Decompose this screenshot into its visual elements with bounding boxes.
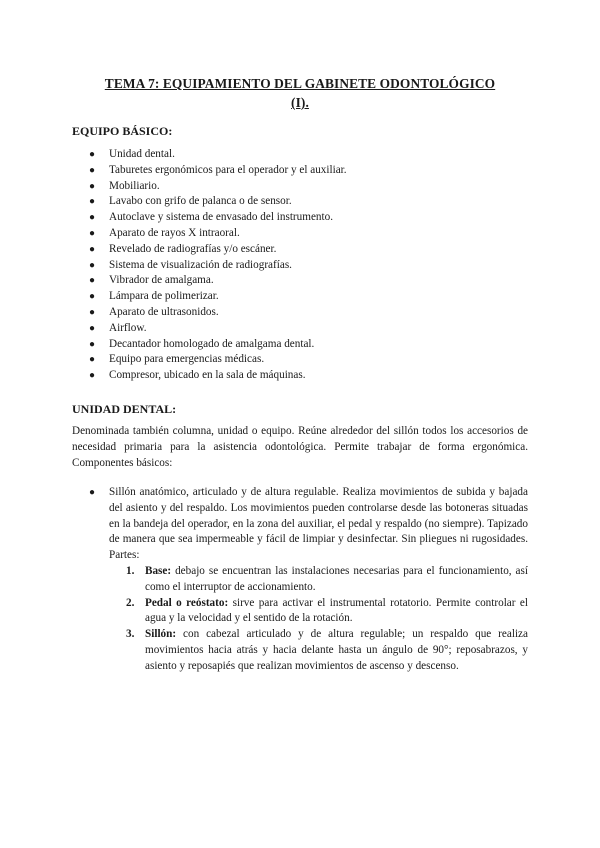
list-item: ● Aparato de ultrasonidos. — [72, 305, 528, 321]
bullet-icon: ● — [89, 180, 96, 192]
chair-text: Sillón anatómico, articulado y de altura regulable. Realiza movimientos de subida y bajada del asiento y del respaldo. Los movimientos pueden controlarse desde las botoneras situadas en la bandeja del operador, en la zona del auxiliar, el pedal y respaldo (no siempre). Tapizado de manera que sea impermeable y fácil de limpiar y desinfectar. Sin pliegues ni rugosidades. Partes: — [109, 486, 528, 562]
page-title — [72, 74, 528, 112]
bullet-icon: ● — [89, 227, 96, 239]
part-text: sirve para activar el instrumental rotatorio. Permite controlar el agua y la velocidad y el sentido de la rotación. — [145, 596, 528, 625]
part-number: 2. — [126, 596, 135, 609]
part-term: Sillón: — [145, 628, 177, 641]
part-text: debajo se encuentran las instalaciones necesarias para el funcionamiento, así como el interruptor de accionamiento. — [145, 565, 528, 593]
list-item — [126, 564, 528, 596]
list-item: ● Autoclave y sistema de envasado del instrumento. — [72, 210, 528, 226]
list-item — [126, 596, 528, 628]
dental-unit-intro: Denominada también columna, unidad o equipo. Reúne alrededor del sillón todos los accesorios de necesidad primaria para la asistencia odontológica. Permite trabajar de forma ergonómica. Componentes básicos: — [72, 425, 528, 469]
list-item: ● Sistema de visualización de radiografías. — [72, 258, 528, 274]
list-item: ● Decantador homologado de amalgama dental. — [72, 337, 528, 353]
basic-equipment-list — [72, 147, 528, 384]
list-item: ● Airflow. — [72, 321, 528, 337]
part-term: Pedal o reóstato: — [145, 596, 229, 609]
list-item: ● Taburetes ergonómicos para el operador y el auxiliar. — [72, 163, 528, 179]
section-heading-dental-unit: UNIDAD DENTAL: — [72, 402, 177, 416]
list-item: ● Aparato de rayos X intraoral. — [72, 226, 528, 242]
list-item: ● Compresor, ubicado en la sala de máquinas. — [72, 368, 528, 384]
bullet-icon: ● — [89, 322, 96, 334]
list-item: ● Equipo para emergencias médicas. — [72, 352, 528, 368]
chair-description — [89, 485, 528, 564]
list-item: ● Unidad dental. — [72, 147, 528, 163]
bullet-icon: ● — [89, 149, 96, 160]
list-item: ● Vibrador de amalgama. — [72, 273, 528, 289]
list-item: ● Lavabo con grifo de palanca o de sensor. — [72, 194, 528, 210]
part-term: Base: — [145, 565, 172, 577]
title-line-2: (I). — [291, 95, 309, 110]
list-item: ● Lámpara de polimerizar. — [72, 289, 528, 305]
bullet-icon: ● — [89, 275, 96, 287]
bullet-icon: ● — [89, 370, 96, 382]
bullet-icon: ● — [89, 243, 96, 255]
bullet-icon: ● — [89, 291, 96, 303]
list-item: ● Mobiliario. — [72, 179, 528, 195]
list-item — [126, 627, 528, 674]
title-line-1: TEMA 7: EQUIPAMIENTO DEL GABINETE ODONTOLÓGICO — [104, 76, 496, 91]
bullet-icon: ● — [89, 196, 96, 208]
bullet-icon: ● — [89, 212, 96, 224]
part-number: 1. — [126, 565, 135, 577]
list-item: ● Revelado de radiografías y/o escáner. — [72, 242, 528, 258]
bullet-icon: ● — [89, 306, 96, 318]
bullet-icon: ● — [89, 259, 96, 271]
bullet-icon: ● — [89, 164, 96, 176]
bullet-icon: ● — [89, 354, 96, 366]
bullet-icon: ● — [89, 338, 96, 350]
bullet-icon: ● — [89, 487, 96, 498]
part-text: con cabezal articulado y de altura regulable; un respaldo que realiza movimientos hacia atrás y hacia delante hasta un ángulo de 90°; reposabrazos, y asiento y reposapiés que realizan movimientos de ascenso y descenso. — [145, 628, 528, 672]
part-number: 3. — [126, 628, 135, 641]
chair-parts-list — [126, 564, 528, 675]
section-heading-basic-equipment: EQUIPO BÁSICO: — [72, 124, 173, 138]
